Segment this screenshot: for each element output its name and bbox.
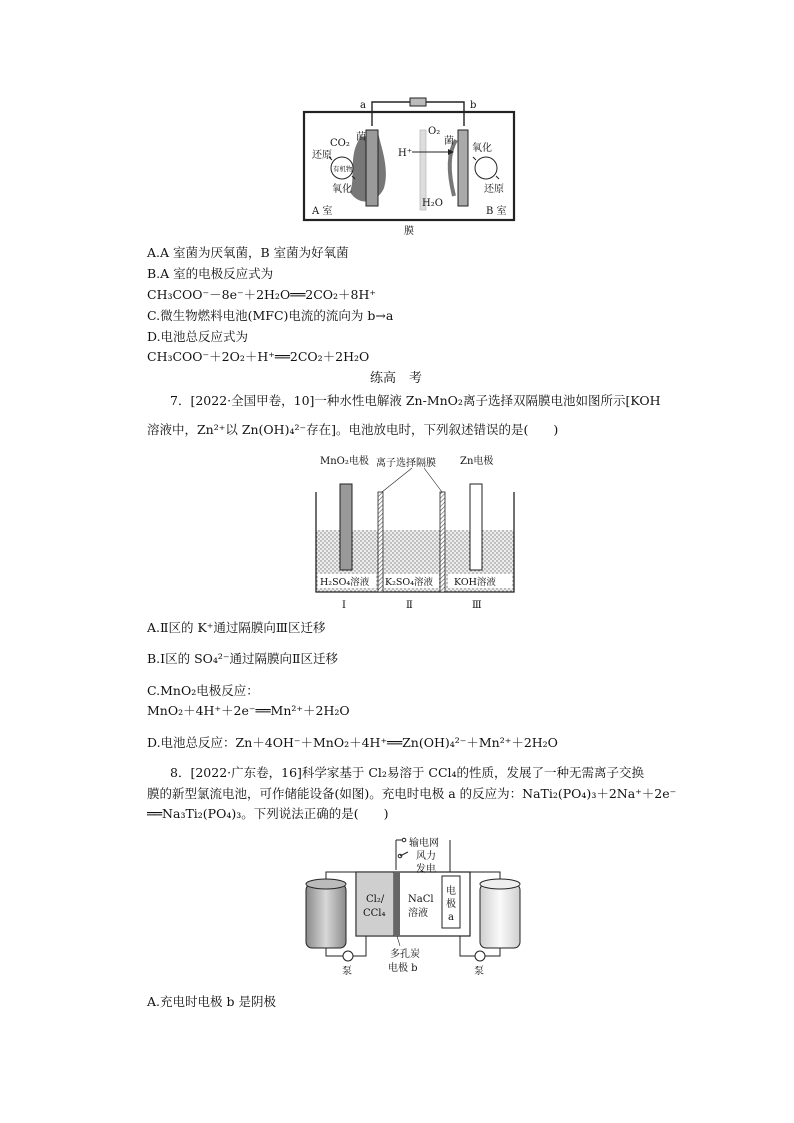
koh-solution-label: KOH溶液 (454, 577, 496, 588)
q6-option-b: B.A 室的电极反应式为 (147, 266, 274, 281)
k2so4-solution-label: K₂SO₄溶液 (385, 577, 434, 588)
label-a: a (360, 100, 366, 111)
room-a-label: A 室 (312, 206, 333, 217)
membrane-label: 膜 (404, 226, 414, 237)
grid-label: 输电网 (409, 838, 439, 849)
ccl4-label: CCl₄ (363, 908, 386, 919)
reduction-left-label: 还原 (312, 150, 332, 161)
bacteria-left-label: 菌 (356, 132, 366, 143)
zone-1-label: Ⅰ (342, 600, 346, 611)
mfc-diagram (300, 96, 520, 236)
chlorine-flow-battery-diagram (300, 832, 530, 982)
organic-label: 有机物 (333, 165, 353, 173)
q7-option-d: D.电池总反应：Zn＋4OH⁻＋MnO₂＋4H⁺══Zn(OH)₄²⁻＋Mn²⁺＋2H₂O (147, 735, 558, 750)
q6-option-d-equation: CH₃COO⁻＋2O₂＋H⁺══2CO₂＋2H₂O (147, 349, 370, 364)
solution-label: 溶液 (408, 908, 428, 919)
zone-3-label: Ⅲ (472, 600, 482, 611)
label-b: b (470, 100, 477, 111)
q8-option-a: A.充电时电极 b 是阴极 (147, 994, 276, 1009)
reduction-right-label: 还原 (484, 184, 504, 195)
q8-stem-line1: 8．[2022·广东卷，16]科学家基于 Cl₂易溶于 CCl₄的性质，发展了一种无需离子交换 (170, 765, 645, 780)
zn-mno2-battery-diagram (312, 452, 522, 612)
pump-right-label: 泵 (474, 966, 484, 977)
zone-2-label: Ⅱ (406, 600, 413, 611)
cl2-label: Cl₂/ (366, 894, 385, 905)
electrode-a-label-2: 极 (446, 899, 456, 910)
wind-label-1: 风力 (416, 851, 436, 862)
bacteria-right-label: 菌 (444, 136, 454, 147)
oxidation-left-label: 氧化 (332, 184, 352, 195)
room-b-label: B 室 (486, 206, 507, 217)
h2o-label: H₂O (422, 198, 443, 209)
q8-stem-line2: 膜的新型氯流电池，可作储能设备(如图)。充电时电极 a 的反应为：NaTi₂(PO₄)₃＋2Na⁺＋2e⁻ (147, 786, 677, 801)
q7-option-b: B.Ⅰ区的 SO₄²⁻通过隔膜向Ⅱ区迁移 (147, 651, 338, 666)
q7-option-a: A.Ⅱ区的 K⁺通过隔膜向Ⅲ区迁移 (147, 620, 326, 635)
electrode-a-label-3: a (448, 912, 454, 923)
q7-stem-line2: 溶液中，Zn²⁺以 Zn(OH)₄²⁻存在]。电池放电时，下列叙述错误的是( ) (147, 422, 559, 437)
wind-label-2: 发电 (416, 864, 436, 875)
q6-option-d: D.电池总反应式为 (147, 329, 249, 344)
o2-label: O₂ (428, 126, 441, 137)
porous-carbon-label-2: 电极 b (388, 963, 418, 974)
ion-membrane-label: 离子选择隔膜 (376, 458, 436, 469)
q7-option-c: C.MnO₂电极反应： (147, 683, 259, 698)
q6-option-a: A.A 室菌为厌氧菌，B 室菌为好氧菌 (147, 245, 349, 260)
co2-label: CO₂ (330, 138, 350, 149)
electrode-a-label-1: 电 (446, 886, 456, 897)
zn-electrode-label: Zn电极 (460, 456, 494, 467)
nacl-label: NaCl (408, 894, 434, 905)
h2so4-solution-label: H₂SO₄溶液 (320, 577, 370, 588)
q8-stem-line3: ══Na₃Ti₂(PO₄)₃。下列说法正确的是( ) (147, 806, 389, 821)
pump-left-label: 泵 (342, 966, 352, 977)
oxidation-right-label: 氧化 (472, 143, 492, 154)
q6-option-b-equation: CH₃COO⁻－8e⁻＋2H₂O══2CO₂＋8H⁺ (147, 287, 376, 302)
porous-carbon-label-1: 多孔炭 (390, 949, 420, 960)
section-title: 练高 考 (370, 371, 423, 386)
q7-stem-line1: 7．[2022·全国甲卷，10]一种水性电解液 Zn-MnO₂离子选择双隔膜电池如图所示[KOH (170, 393, 661, 408)
mno2-electrode-label: MnO₂电极 (320, 456, 369, 467)
hplus-label: H⁺ (398, 148, 412, 159)
q7-option-c-equation: MnO₂＋4H⁺＋2e⁻══Mn²⁺＋2H₂O (147, 703, 350, 718)
q6-option-c: C.微生物燃料电池(MFC)电流的流向为 b→a (147, 308, 394, 323)
